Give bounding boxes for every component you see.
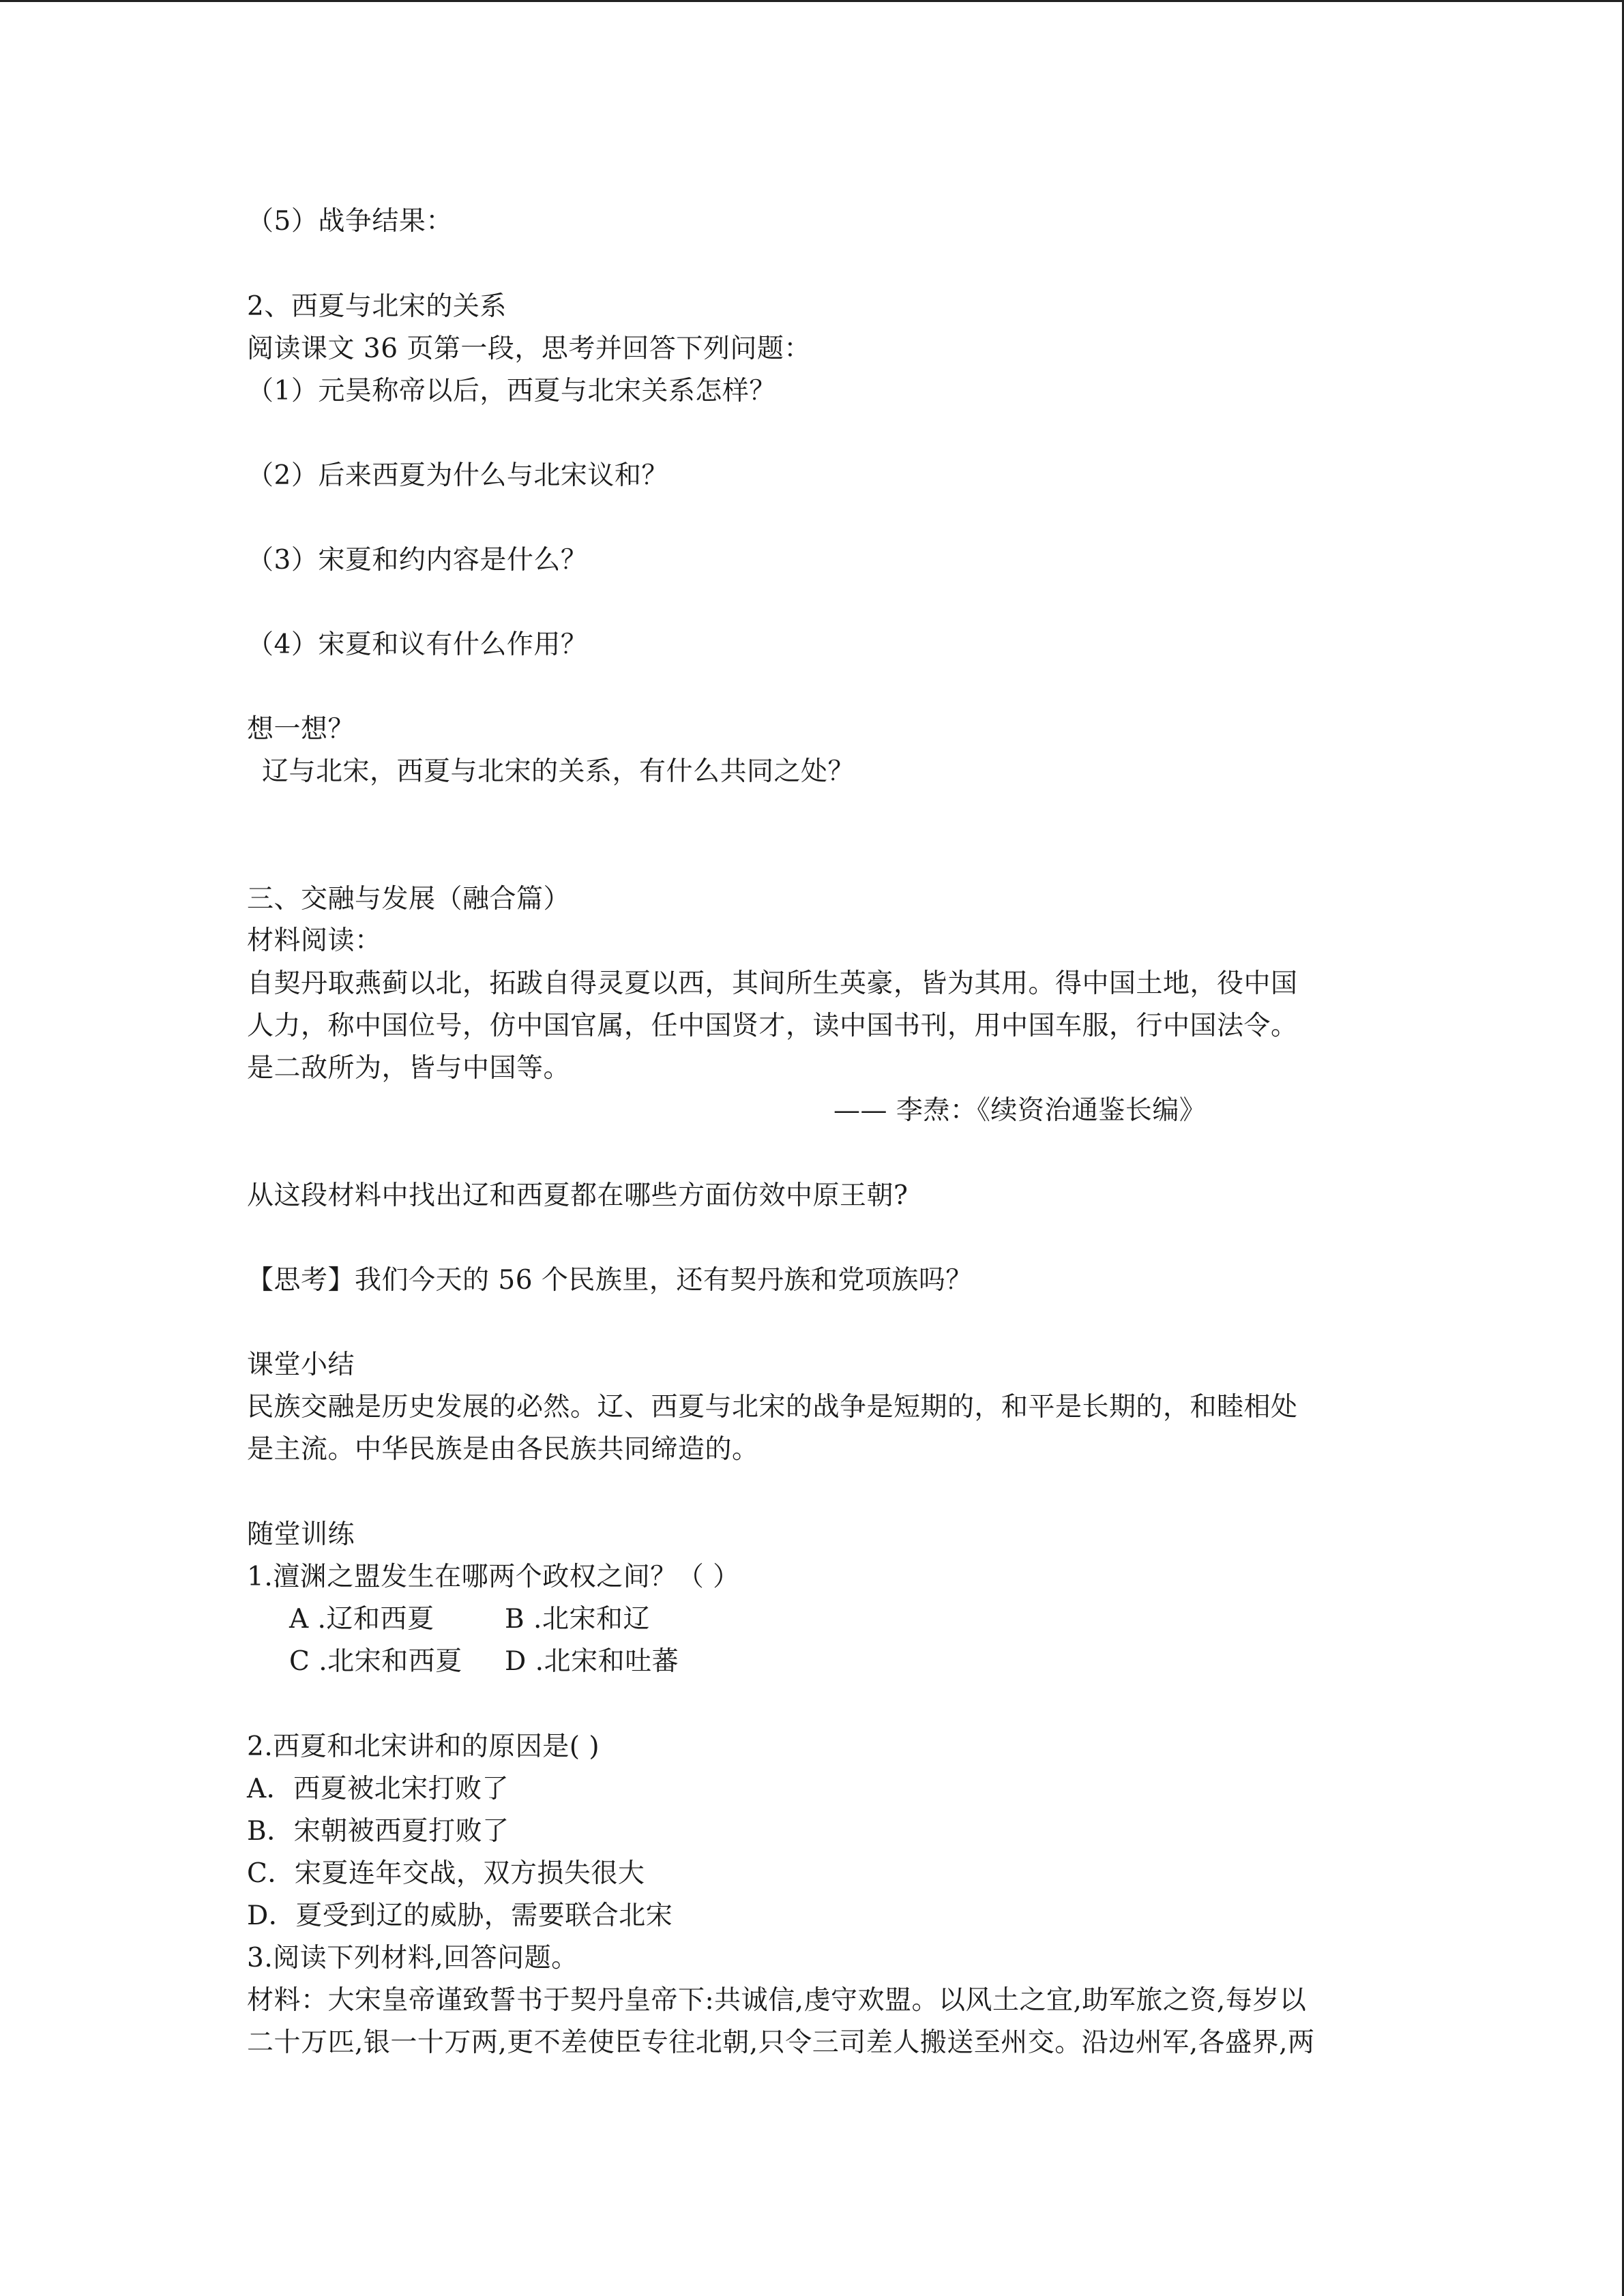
think-heading: 想一想？ xyxy=(247,714,355,745)
material-question: 从这段材料中找出辽和西夏都在哪些方面仿效中原王朝? xyxy=(247,1180,909,1211)
option-d: D .北宋和吐蕃 xyxy=(505,1646,679,1677)
q2-option-b: B．宋朝被西夏打败了 xyxy=(247,1816,510,1847)
material-paragraph-line: 是二敌所为，皆与中国等。 xyxy=(247,1053,571,1084)
question-4: （4）宋夏和议有什么作用？ xyxy=(247,629,588,660)
reflection-question: 【思考】我们今天的 56 个民族里，还有契丹族和党项族吗？ xyxy=(247,1265,973,1296)
q2-option-a: A．西夏被北宋打败了 xyxy=(247,1774,510,1804)
option-b: B .北宋和辽 xyxy=(505,1604,650,1635)
question-3: （3）宋夏和约内容是什么？ xyxy=(247,545,588,576)
class-summary-heading: 课堂小结 xyxy=(247,1350,355,1380)
summary-text-line: 是主流。中华民族是由各民族共同缔造的。 xyxy=(247,1434,759,1465)
practice-question-3: 3.阅读下列材料,回答问题。 xyxy=(247,1943,578,1973)
q2-option-d: D．夏受到辽的威胁，需要联合北宋 xyxy=(247,1900,673,1931)
material-attribution: —— 李焘：《续资治通鉴长编》 xyxy=(833,1095,1207,1126)
practice-question-1: 1.澶渊之盟发生在哪两个政权之间？（ ） xyxy=(247,1562,740,1592)
think-question: 辽与北宋，西夏与北宋的关系，有什么共同之处？ xyxy=(262,756,855,787)
practice-question-2: 2.西夏和北宋讲和的原因是( ) xyxy=(247,1731,600,1762)
section-heading-fusion: 三、交融与发展（融合篇） xyxy=(247,884,571,914)
war-result-item: （5）战争结果： xyxy=(247,206,453,237)
summary-text-line: 民族交融是历史发展的必然。辽、西夏与北宋的战争是短期的，和平是长期的，和睦相处 xyxy=(247,1392,1298,1422)
material-reading-label: 材料阅读： xyxy=(247,925,382,956)
practice-heading: 随堂训练 xyxy=(247,1519,355,1550)
q3-material-line: 材料：大宋皇帝谨致誓书于契丹皇帝下:共诚信,虔守欢盟。以风土之宜,助军旅之资,每岁以 xyxy=(247,1985,1307,2016)
material-paragraph-line: 人力，称中国位号，仿中国官属，任中国贤才，读中国书刊，用中国车服，行中国法令。 xyxy=(247,1011,1298,1041)
section-heading-xixia-song: 2、西夏与北宋的关系 xyxy=(247,291,507,322)
question-2: （2）后来西夏为什么与北宋议和？ xyxy=(247,460,668,491)
question-1: （1）元昊称帝以后，西夏与北宋关系怎样？ xyxy=(247,376,776,406)
q3-material-line: 二十万匹,银一十万两,更不差使臣专往北朝,只令三司差人搬送至州交。沿边州军,各盛界,两 xyxy=(247,2027,1315,2058)
q2-option-c: C．宋夏连年交战，双方损失很大 xyxy=(247,1858,645,1889)
option-a: A .辽和西夏 xyxy=(289,1604,434,1635)
reading-instruction: 阅读课文 36 页第一段，思考并回答下列问题： xyxy=(247,333,811,364)
material-paragraph-line: 自契丹取燕蓟以北，拓跋自得灵夏以西，其间所生英豪，皆为其用。得中国土地，役中国 xyxy=(247,968,1298,999)
option-c: C .北宋和西夏 xyxy=(289,1646,462,1677)
